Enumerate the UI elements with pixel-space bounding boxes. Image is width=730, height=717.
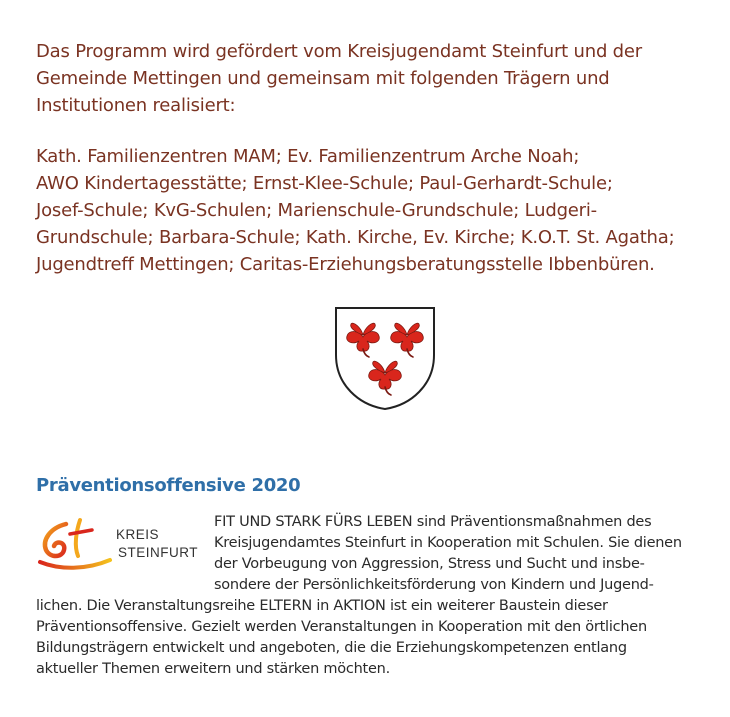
partners-line: Jugendtreff Mettingen; Caritas-Erziehungsberatungsstelle Ibbenbüren. xyxy=(36,254,655,275)
intro-line: Gemeinde Mettingen und gemeinsam mit folgenden Trägern und xyxy=(36,68,610,89)
partners-line: Kath. Familienzentren MAM; Ev. Familienzentrum Arche Noah; xyxy=(36,146,580,167)
intro-paragraph xyxy=(36,38,716,119)
logo-text-line: KREIS xyxy=(116,527,160,542)
body-line: sondere der Persönlichkeitsförderung von Kindern und Jugend- xyxy=(214,577,654,593)
intro-line: Institutionen realisiert: xyxy=(36,95,236,116)
body-line: aktueller Themen erweitern und stärken möchten. xyxy=(36,661,390,677)
logo-text-line: STEINFURT xyxy=(118,545,199,560)
partners-paragraph xyxy=(36,143,716,278)
partners-line: Josef-Schule; KvG-Schulen; Marienschule-Grundschule; Ludgeri- xyxy=(36,200,597,221)
body-line: Kreisjugendamtes Steinfurt in Kooperation mit Schulen. Sie dienen xyxy=(214,535,682,551)
coat-of-arms-icon xyxy=(333,305,437,411)
partners-line: AWO Kindertagesstätte; Ernst-Klee-Schule; Paul-Gerhardt-Schule; xyxy=(36,173,613,194)
body-line: der Vorbeugung von Aggression, Stress und Sucht und insbe- xyxy=(214,556,645,572)
body-paragraph xyxy=(36,512,716,680)
body-line: Präventionsoffensive. Gezielt werden Veranstaltungen in Kooperation mit den örtlichen xyxy=(36,619,647,635)
partners-line: Grundschule; Barbara-Schule; Kath. Kirche, Ev. Kirche; K.O.T. St. Agatha; xyxy=(36,227,675,248)
intro-line: Das Programm wird gefördert vom Kreisjugendamt Steinfurt und der xyxy=(36,41,642,62)
body-line: FIT UND STARK FÜRS LEBEN sind Präventionsmaßnahmen des xyxy=(214,514,652,530)
body-line: Bildungsträgern entwickelt und angeboten, die die Erziehungskompetenzen entlang xyxy=(36,640,627,656)
body-line: lichen. Die Veranstaltungsreihe ELTERN in AKTION ist ein weiterer Baustein dieser xyxy=(36,598,608,614)
section-title: Präventionsoffensive 2020 xyxy=(36,475,301,496)
